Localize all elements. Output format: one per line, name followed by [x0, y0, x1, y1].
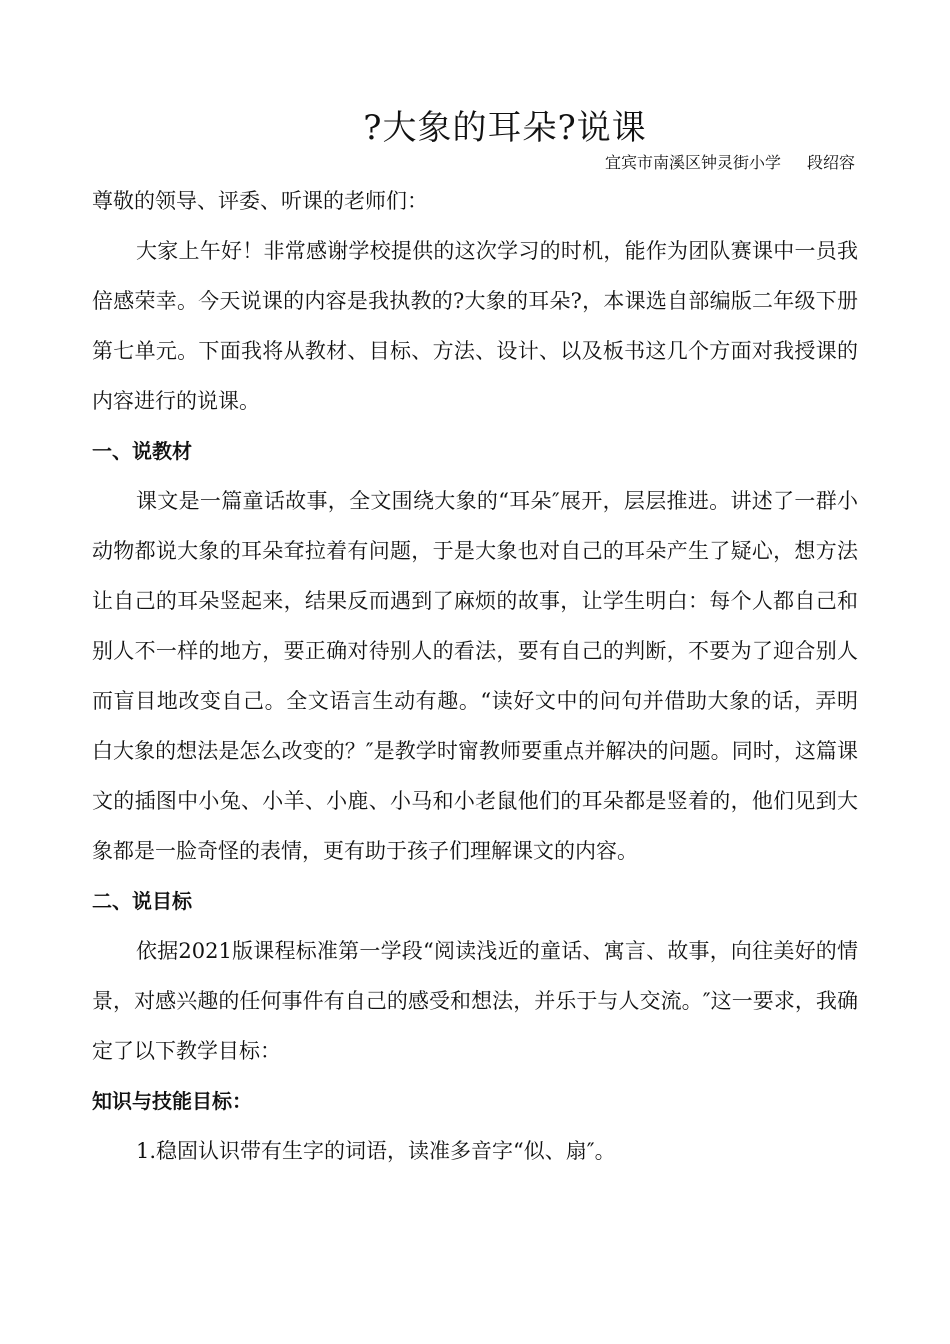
textbook-paragraph: 课文是一篇童话故事，全文围绕大象的“耳朵″展开，层层推进。讲述了一群小动物都说大象的耳朵耷拉着有问题，于是大象也对自己的耳朵产生了疑心，想方法让自己的耳朵竖起来，结果反而遇到了麻烦的故事，让学生明白：每个人都自己和别人不一样的地方，要正确对待别人的看法，要有自己的判断，不要为了迎合别人而盲目地改变自己。全文语言生动有趣。“读好文中的问句并借助大象的话，弄明白大象的想法是怎么改变的？″是教学时甯教师要重点并解决的问题。同时，这篇课文的插图中小兔、小羊、小鹿、小马和小老鼠他们的耳朵都是竖着的，他们见到大象都是一脸奇怪的表情，更有助于孩子们理解课文的内容。: [92, 489, 858, 863]
goals-paragraph: 依据2021版课程标准第一学段“阅读浅近的童话、寓言、故事，向往美好的情景，对感兴趣的任何事件有自己的感受和想法，并乐于与人交流。″这一要求，我确定了以下教学目标：: [92, 939, 858, 1063]
subheading-knowledge-skills: 知识与技能目标：: [92, 1089, 252, 1113]
section-heading-goals: 二、说目标: [92, 889, 192, 913]
section-heading-textbook: 一、说教材: [92, 439, 192, 463]
author-line: [605, 150, 855, 173]
page-title: ?大象的耳朵?说课: [363, 108, 647, 148]
author-school: 宜宾市南溪区钟灵街小学: [604, 153, 781, 172]
greeting: 尊敬的领导、评委、听课的老师们：: [92, 189, 428, 213]
goal-item-1: 1.稳固认识带有生字的词语，读准多音字“似、扇″。: [136, 1139, 616, 1163]
intro-paragraph: 大家上午好！非常感谢学校提供的这次学习的时机，能作为团队赛课中一员我倍感荣幸。今天说课的内容是我执教的?大象的耳朵?，本课选自部编版二年级下册第七单元。下面我将从教材、目标、方法、设计、以及板书这几个方面对我授课的内容进行的说课。: [92, 239, 858, 413]
author-name: 段绍容: [806, 153, 855, 172]
document-body: [92, 176, 858, 1176]
